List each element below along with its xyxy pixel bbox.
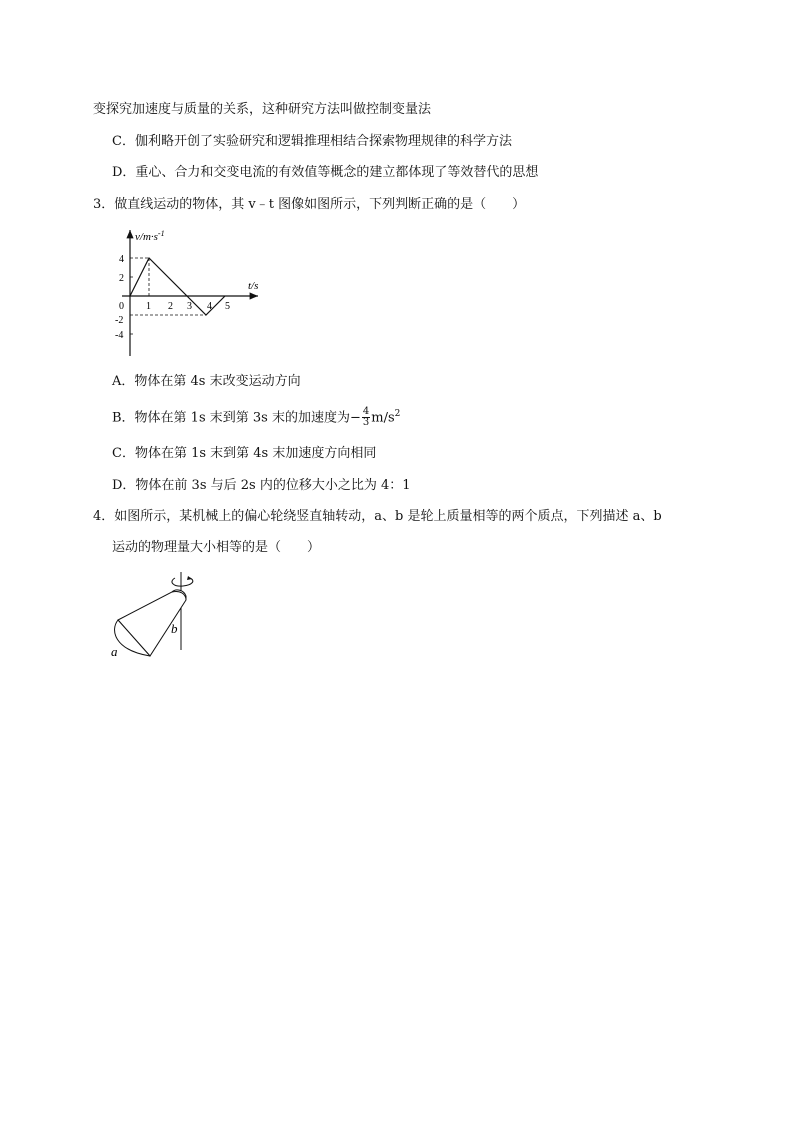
y-tick-2: 2 xyxy=(119,273,124,284)
option-d-prev-question: D．重心、合力和交变电流的有效值等概念的建立都体现了等效替代的思想 xyxy=(112,165,539,180)
y-tick-0: 0 xyxy=(119,301,124,312)
fraction: $\frac{4}{3}$ xyxy=(362,406,370,429)
x-tick-3: 3 xyxy=(187,301,192,312)
y-tick-neg2: -2 xyxy=(115,315,124,326)
y-axis-label: $v/m\cdot s^{-1}$ xyxy=(135,229,165,243)
text-line-continuation: 变探究加速度与质量的关系，这种研究方法叫做控制变量法 xyxy=(93,102,432,117)
option-c-prev-question: C．伽利略开创了实验研究和逻辑推理相结合探索物理规律的科学方法 xyxy=(112,134,512,149)
eccentric-wheel-figure xyxy=(108,570,208,660)
q3-option-b: B．物体在第 1s 末到第 3s 末的加速度为− $\frac{4}{3}$ $m/s^2$ xyxy=(112,406,401,429)
x-tick-4: 4 xyxy=(207,301,212,312)
question-3-stem: 3．做直线运动的物体，其 v﹣t 图像如图所示，下列判断正确的是（ ） xyxy=(93,197,526,212)
x-axis-label: t/s xyxy=(248,280,259,292)
question-4-stem-line2: 运动的物理量大小相等的是（ ） xyxy=(112,540,321,555)
y-tick-4: 4 xyxy=(119,254,124,265)
x-tick-5: 5 xyxy=(225,301,230,312)
q3-option-a: A．物体在第 4s 末改变运动方向 xyxy=(112,374,301,389)
q3-option-d: D．物体在前 3s 与后 2s 内的位移大小之比为 4：1 xyxy=(112,478,411,493)
label-b: b xyxy=(171,621,178,636)
question-4-stem-line1: 4．如图所示，某机械上的偏心轮绕竖直轴转动，a、b 是轮上质量相等的两个质点，下列描述 a、b xyxy=(93,509,662,524)
q3-option-c: C．物体在第 1s 末到第 4s 末加速度方向相同 xyxy=(112,446,377,461)
x-tick-2: 2 xyxy=(168,301,173,312)
label-a: a xyxy=(111,644,118,659)
y-tick-neg4: -4 xyxy=(115,330,124,341)
vt-graph xyxy=(112,226,262,361)
x-tick-1: 1 xyxy=(146,301,151,312)
